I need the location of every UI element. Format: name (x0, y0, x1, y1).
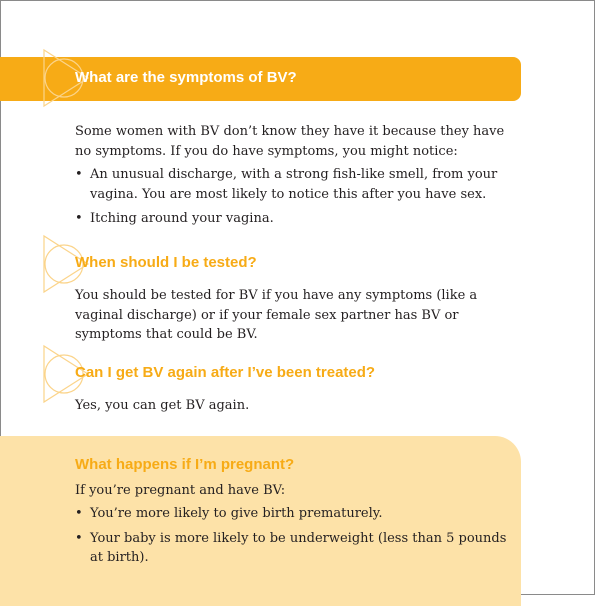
bullet-glyph: • (75, 211, 83, 226)
symptoms-intro: Some women with BV don’t know they have it because they have no symptoms. If you do have symptoms, you might notice: (75, 124, 505, 159)
symptoms-list (75, 165, 515, 234)
bullet-glyph: • (75, 506, 83, 521)
pregnant-list (75, 504, 515, 573)
list-item (75, 529, 515, 568)
pregnant-heading: What happens if I’m pregnant? (75, 456, 295, 473)
list-item-text: You’re more likely to give birth prematurely. (90, 506, 383, 521)
tested-heading: When should I be tested? (75, 254, 257, 271)
tested-body: You should be tested for BV if you have any symptoms (like a vaginal discharge) or if your female sex partner has BV or symptoms that could be BV. (75, 288, 478, 342)
list-item (75, 165, 515, 204)
symptoms-heading: What are the symptoms of BV? (75, 69, 297, 86)
list-item-text: An unusual discharge, with a strong fish-like smell, from your vagina. You are most likely to notice this after you have sex. (90, 167, 498, 202)
again-heading: Can I get BV again after I’ve been treated? (75, 364, 376, 381)
bullet-glyph: • (75, 530, 83, 546)
again-body: Yes, you can get BV again. (75, 398, 250, 413)
bullet-glyph: • (75, 167, 83, 182)
list-item-text: Itching around your vagina. (90, 211, 274, 226)
list-item (75, 504, 515, 524)
pregnant-intro: If you’re pregnant and have BV: (75, 483, 286, 498)
list-item (75, 209, 515, 229)
list-item-text: Your baby is more likely to be underweight (less than 5 pounds at birth). (90, 530, 507, 565)
